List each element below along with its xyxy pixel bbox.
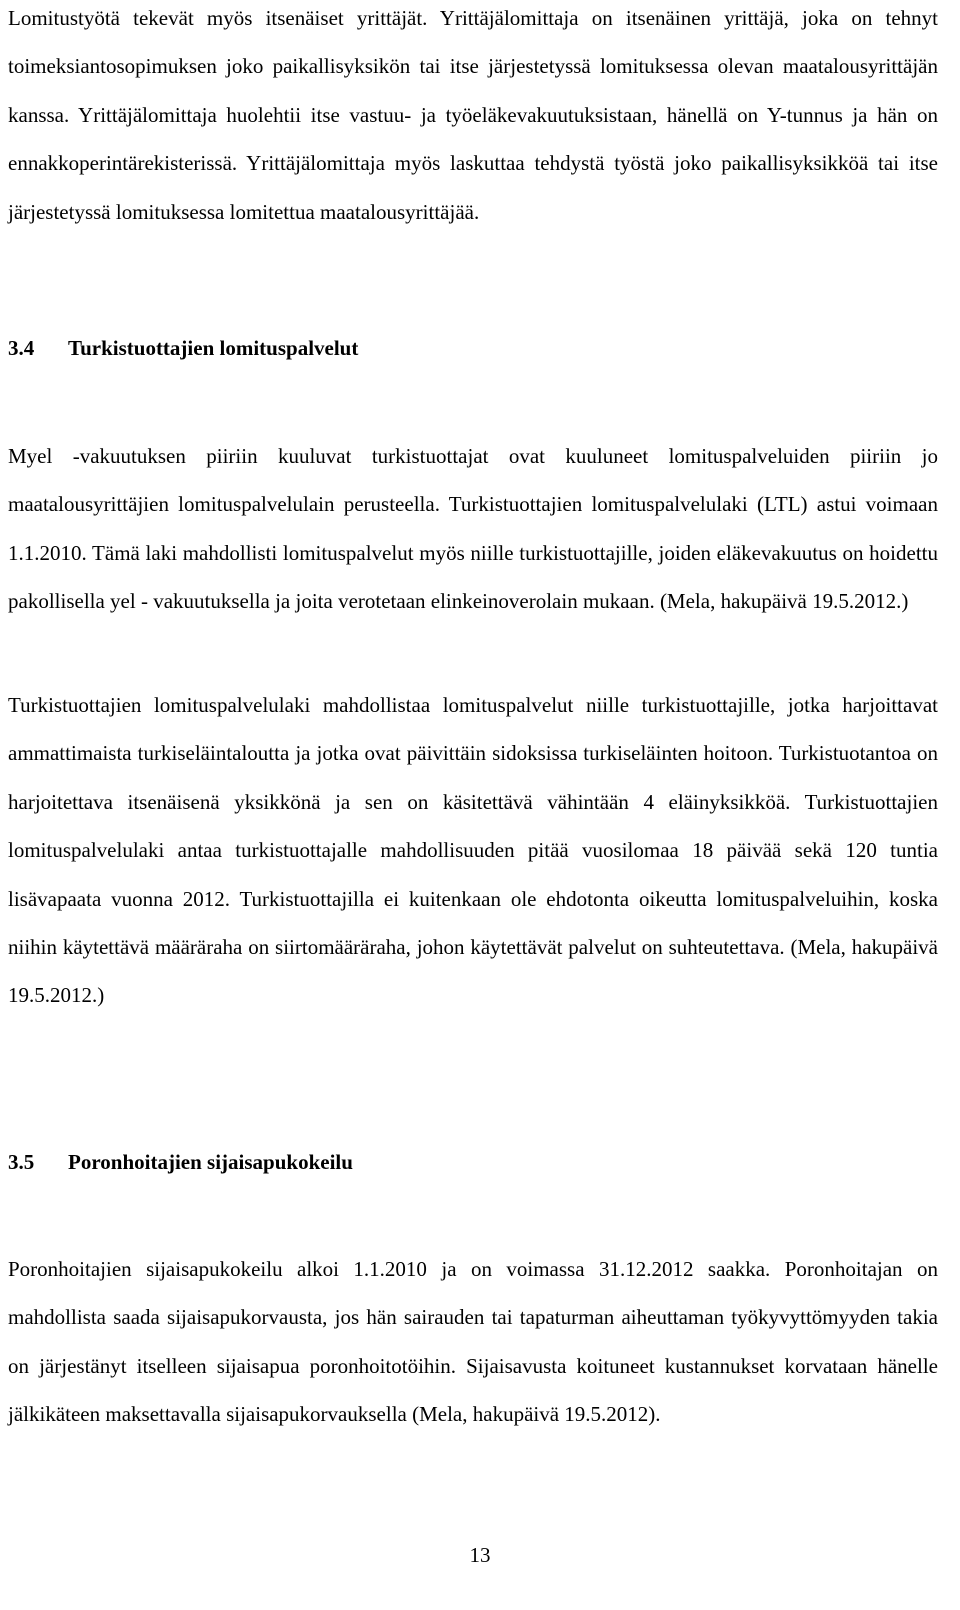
section-heading-3-4: [8, 333, 358, 363]
page-number: 13: [469, 1543, 491, 1567]
section-number: 3.5: [8, 1150, 35, 1174]
section-title: Turkistuottajien lomituspalvelut: [68, 336, 359, 360]
paragraph-lomittajat: Lomitustyötä tekevät myös itsenäiset yrittäjät. Yrittäjälomittaja on itsenäinen yrittäjä, joka on tehnyt toimeksiantosopimuksen joko paikallisyksikön tai itse järjestetyssä lomituksessa olevan maatalousyrittäjän kanssa. Yrittäjälomittaja huolehtii itse vastuu- ja työeläkevakuutuksistaan, hänellä on Y-tunnus ja hän on ennakkoperintärekisterissä. Yrittäjälomittaja myös laskuttaa tehdystä työstä joko paikallisyksikköä tai itse järjestetyssä lomituksessa lomitettua maatalousyrittäjää.: [8, 6, 938, 224]
section-title: Poronhoitajien sijaisapukokeilu: [68, 1150, 353, 1174]
section-heading-3-5: [8, 1147, 353, 1177]
section-number: 3.4: [8, 336, 35, 360]
paragraph-poronhoitajat: Poronhoitajien sijaisapukokeilu alkoi 1.1.2010 ja on voimassa 31.12.2012 saakka. Poronhoitajan on mahdollista saada sijaisapukorvausta, jos hän sairauden tai tapaturman aiheuttaman työkyvyttömyyden takia on järjestänyt itselleen sijaisapua poronhoitotöihin. Sijaisavusta koituneet kustannukset korvataan hänelle jälkikäteen maksettavalla sijaisapukorvauksella (Mela, hakupäivä 19.5.2012).: [8, 1257, 938, 1427]
paragraph-turkistuottajat-ltl: Turkistuottajien lomituspalvelulaki mahdollistaa lomituspalvelut niille turkistuottajille, jotka harjoittavat ammattimaista turkiseläintaloutta ja jotka ovat päivittäin sidoksissa turkiseläinten hoitoon. Turkistuotantoa on harjoitettava itsenäisenä yksikkönä ja sen on käsitettävä vähintään 4 eläinyksikköä. Turkistuottajien lomituspalvelulaki antaa turkistuottajalle mahdollisuuden pitää vuosilomaa 18 päivää sekä 120 tuntia lisävapaata vuonna 2012. Turkistuottajilla ei kuitenkaan ole ehdotonta oikeutta lomituspalveluihin, koska niihin käytettävä määräraha on siirtomääräraha, johon käytettävät palvelut on suhteutettava. (Mela, hakupäivä 19.5.2012.): [8, 693, 938, 1008]
paragraph-turkistuottajat-myel: Myel -vakuutuksen piiriin kuuluvat turkistuottajat ovat kuuluneet lomituspalveluiden piiriin jo maatalousyrittäjien lomituspalvelulain perusteella. Turkistuottajien lomituspalvelulaki (LTL) astui voimaan 1.1.2010. Tämä laki mahdollisti lomituspalvelut myös niille turkistuottajille, joiden eläkevakuutus on hoidettu pakollisella yel - vakuutuksella ja joita verotetaan elinkeinoverolain mukaan. (Mela, hakupäivä 19.5.2012.): [8, 444, 938, 614]
